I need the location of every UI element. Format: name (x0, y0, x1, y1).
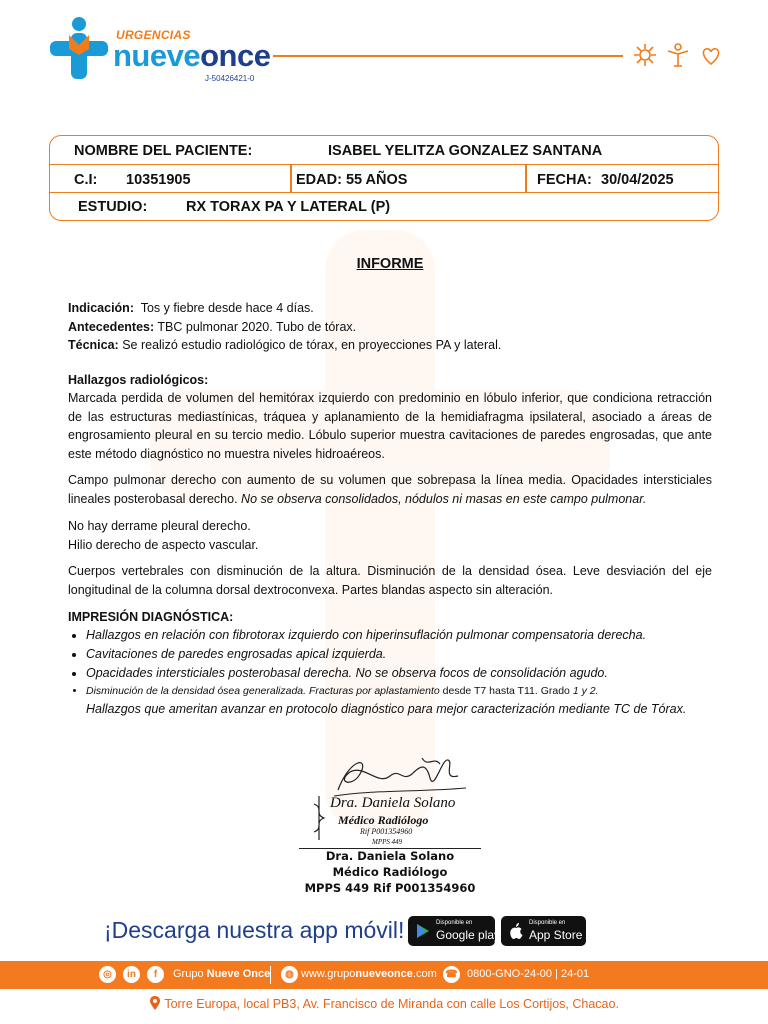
p2-italic-text: No se observa consolidados, nódulos ni masas en este campo pulmonar. (241, 491, 647, 506)
p3-line-2: Hilio derecho de aspecto vascular. (68, 537, 259, 552)
impresion-item (86, 683, 712, 700)
cell-divider (290, 165, 292, 192)
group-name (173, 968, 270, 980)
antecedentes-line (68, 318, 712, 337)
stamp-mpps: MPPS 449 (372, 838, 403, 846)
logo-wordmark (113, 38, 270, 74)
group-prefix: Grupo (173, 968, 204, 980)
apple-icon (509, 922, 524, 940)
caduceus-icon (312, 794, 326, 842)
app-download-cta: ¡Descarga nuestra app móvil! (104, 917, 405, 943)
indicacion-label: Indicación: (68, 301, 134, 315)
hallazgos-paragraph-3 (68, 517, 712, 554)
header-divider (273, 55, 623, 57)
web-suffix: .com (412, 968, 437, 980)
stamp-role: Médico Radiólogo (338, 813, 429, 827)
app-store-button[interactable] (501, 916, 586, 946)
study-value: RX TORAX PA Y LATERAL (P) (186, 199, 391, 215)
web-prefix: www.grupo (301, 968, 356, 980)
address-text: Torre Europa, local PB3, Av. Francisco de Miranda con calle Los Cortijos, Chacao. (164, 997, 619, 1011)
patient-name-label: NOMBRE DEL PACIENTE: (74, 143, 253, 159)
hallazgos-paragraph-1: Marcada perdida de volumen del hemitórax izquierdo con predominio en lóbulo inferior, que condiciona retracción de las estructuras mediastínicas, tráquea y aplanamiento de la hemidiafragma ipsilateral, asociado a áreas de engrosamiento pleural en su tercio medio. Lóbulo superior muestra cavitaciones de paredes engrosadas, que ante este método diagnóstico no muestra niveles hidroaéreos. (68, 391, 712, 461)
impresion-item: • Hallazgos en relación con fibrotorax izquierdo con hiperinsuflación pulmonar compensatoria derecha. (86, 626, 712, 645)
patient-name-value: ISABEL YELITZA GONZALEZ SANTANA (328, 143, 603, 159)
date-label: FECHA: (537, 172, 592, 188)
tecnica-line (68, 336, 712, 355)
b4-part-1: Disminución de la densidad ósea generalizada. Fracturas por aplastamiento (86, 685, 440, 697)
logo-subtitle: URGENCIAS (116, 28, 191, 42)
tecnica-text: Se realizó estudio radiológico de tórax, en proyecciones PA y lateral. (122, 338, 502, 352)
patient-id-row (50, 164, 718, 193)
study-label: ESTUDIO: (78, 199, 148, 215)
ci-value: 10351905 (126, 172, 191, 188)
doctor-role: Médico Radiólogo (332, 865, 448, 879)
b4-part-3: 1 y 2. (572, 685, 599, 697)
impresion-heading: IMPRESIÓN DIAGNÓSTICA: (68, 610, 234, 624)
impresion-conclusion: Hallazgos que ameritan avanzar en protocolo diagnóstico para mejor caracterización mediante TC de Tórax. (86, 702, 687, 716)
cell-divider (525, 165, 527, 192)
stamp-rif: Rif P001354960 (360, 827, 413, 836)
company-rif: J-50426421-0 (205, 74, 255, 83)
footer-bar (0, 961, 768, 989)
heart-icon (703, 49, 718, 64)
phone-icon: ☎ (443, 966, 460, 983)
header-icons (632, 42, 724, 68)
study-row (50, 192, 718, 219)
facebook-icon[interactable]: f (147, 966, 164, 983)
report-header-fields (68, 299, 712, 355)
tecnica-label: Técnica: (68, 338, 119, 352)
impresion-list-wrap (68, 626, 712, 718)
impresion-item: • Cavitaciones de paredes engrosadas apical izquierda. (86, 645, 712, 664)
hallazgos-heading: Hallazgos radiológicos: (68, 373, 209, 387)
date-value: 30/04/2025 (601, 172, 674, 188)
hallazgos-paragraph-4: Cuerpos vertebrales con disminución de la altura. Disminución de la densidad ósea. Leve desviación del eje longitudinal de la columna dorsal dextroconvexa. Partes blandas aspecto sin alteración. (68, 564, 712, 597)
report-title: INFORME (356, 256, 424, 272)
stamp-name: Dra. Daniela Solano (330, 795, 456, 811)
handwritten-signature (330, 752, 470, 800)
hallazgos-paragraph-2 (68, 471, 712, 508)
logo-word-once: once (200, 38, 271, 73)
p3-line-1: No hay derrame pleural derecho. (68, 519, 251, 533)
indicacion-text: Tos y fiebre desde hace 4 días. (140, 301, 314, 315)
b4-part-2: desde T7 hasta T11. Grado (442, 685, 570, 697)
ci-label: C.I: (74, 172, 98, 188)
signature-block (290, 848, 490, 896)
indicacion-line (68, 299, 712, 318)
nueveonce-logo-icon (48, 15, 110, 81)
person-icon (668, 44, 688, 66)
instagram-icon[interactable]: ◎ (99, 966, 116, 983)
antecedentes-text: TBC pulmonar 2020. Tubo de tórax. (157, 319, 357, 334)
impresion-item: • Opacidades intersticiales posterobasal derecha. No se observa focos de consolidación agudo. (86, 664, 712, 683)
linkedin-icon[interactable]: in (123, 966, 140, 983)
virus-icon (634, 44, 656, 66)
app-store-small: Disponible en (529, 920, 566, 926)
website-link[interactable] (301, 968, 437, 980)
impresion-list (68, 626, 712, 700)
google-play-icon (415, 923, 431, 939)
doctor-name: Dra. Daniela Solano (325, 849, 455, 863)
patient-name-row (50, 136, 718, 163)
google-play-button[interactable] (408, 916, 501, 946)
google-play-small: Disponible en (436, 920, 473, 926)
web-brand: nueveonce (355, 968, 413, 980)
location-pin-icon (149, 996, 161, 1010)
logo-word-nueve: nueve (113, 38, 201, 73)
app-store-label: App Store (529, 928, 583, 942)
patient-info-box (49, 135, 719, 221)
globe-icon: ◍ (281, 966, 298, 983)
p2-normal-text: Campo pulmonar derecho con aumento de su volumen que sobrepasa la línea media. Opacidades intersticiales lineales posterobasal derecho. (68, 473, 712, 506)
footer-divider (270, 966, 271, 984)
address-line (0, 996, 768, 1011)
age-value: EDAD: 55 AÑOS (296, 172, 408, 188)
doctor-registration: MPPS 449 Rif P001354960 (304, 881, 476, 895)
antecedentes-label: Antecedentes: (68, 319, 155, 334)
group-brand: Nueve Once (206, 968, 271, 980)
phone-number[interactable]: 0800-GNO-24-00 | 24-01 (467, 968, 590, 980)
google-play-label: Google play (436, 928, 501, 942)
